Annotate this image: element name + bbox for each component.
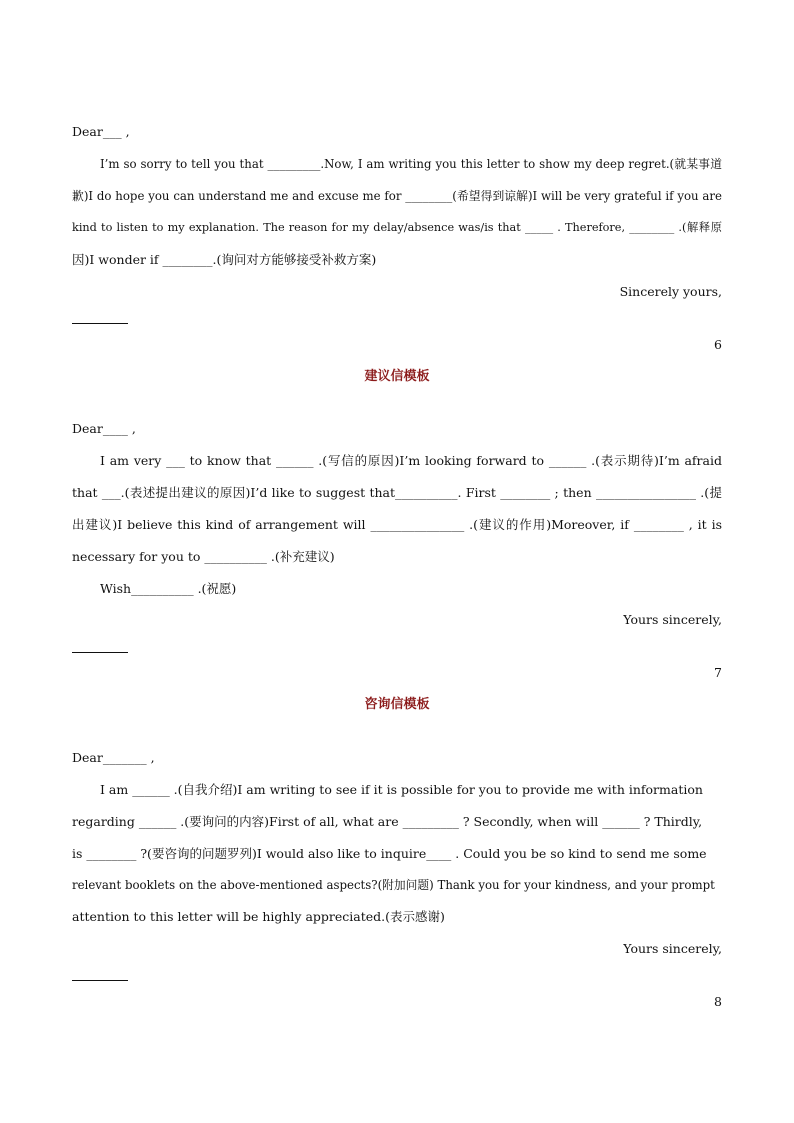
letter6-line-4: 因)I wonder if ________.(询问对方能够接受补救方案) xyxy=(72,252,377,267)
letter6-greeting: Dear___ , xyxy=(72,124,130,139)
letter7-line-2: that ___.(表述提出建议的原因)I’d like to suggest that__________. First ________ ; then ________________ .(提 xyxy=(72,485,722,500)
letter6-line-3: kind to listen to my explanation. The reason for my delay/absence was/is that _____ . Therefore, ________ .(解释原 xyxy=(72,221,722,234)
letter8-greeting: Dear_______ , xyxy=(72,750,155,765)
letter8-line-3: is ________ ?(要咨询的问题罗列)I would also like to inquire____ . Could you be so kind to send me some xyxy=(72,846,707,861)
letter7-wish: Wish__________ .(祝愿) xyxy=(100,581,237,596)
letter7-closing: Yours sincerely, xyxy=(623,612,722,627)
letter7-line-1: I am very ___ to know that ______ .(写信的原因)I’m looking forward to ______ .(表示期待)I’m afraid xyxy=(100,453,722,468)
letter6-page-number: 6 xyxy=(714,337,722,352)
letter6-line-2: 歉)I do hope you can understand me and excuse me for ________(希望得到谅解)I will be very grateful if you are xyxy=(72,189,722,203)
letter7-signature-line xyxy=(72,652,128,653)
letter8-closing: Yours sincerely, xyxy=(623,941,722,956)
letter7-title: 建议信模板 xyxy=(364,369,430,384)
letter8-title: 咨询信模板 xyxy=(364,697,430,712)
letter8-page-number: 8 xyxy=(714,994,722,1009)
letter8-line-4: relevant booklets on the above-mentioned aspects?(附加问题) Thank you for your kindness, and your prompt xyxy=(72,878,715,892)
letter8-signature-line xyxy=(72,980,128,981)
letter7-line-3: 出建议)I believe this kind of arrangement will _______________ .(建议的作用)Moreover, if ________ , it is xyxy=(72,517,722,532)
letter6-closing: Sincerely yours, xyxy=(619,284,722,299)
letter6-signature-line xyxy=(72,323,128,324)
letter7-greeting: Dear____ , xyxy=(72,421,136,436)
letter8-line-2: regarding ______ .(要询问的内容)First of all, what are _________ ? Secondly, when will ______ ? Thirdly, xyxy=(72,814,703,829)
letter6-line-1: I’m so sorry to tell you that _________.Now, I am writing you this letter to show my deep regret.(就某事道 xyxy=(100,157,722,171)
letter8-line-5: attention to this letter will be highly appreciated.(表示感谢) xyxy=(72,909,445,924)
letter8-line-1: I am ______ .(自我介绍)I am writing to see if it is possible for you to provide me with information xyxy=(100,782,703,797)
letter7-page-number: 7 xyxy=(714,665,722,680)
letter7-line-4: necessary for you to __________ .(补充建议) xyxy=(72,549,335,564)
